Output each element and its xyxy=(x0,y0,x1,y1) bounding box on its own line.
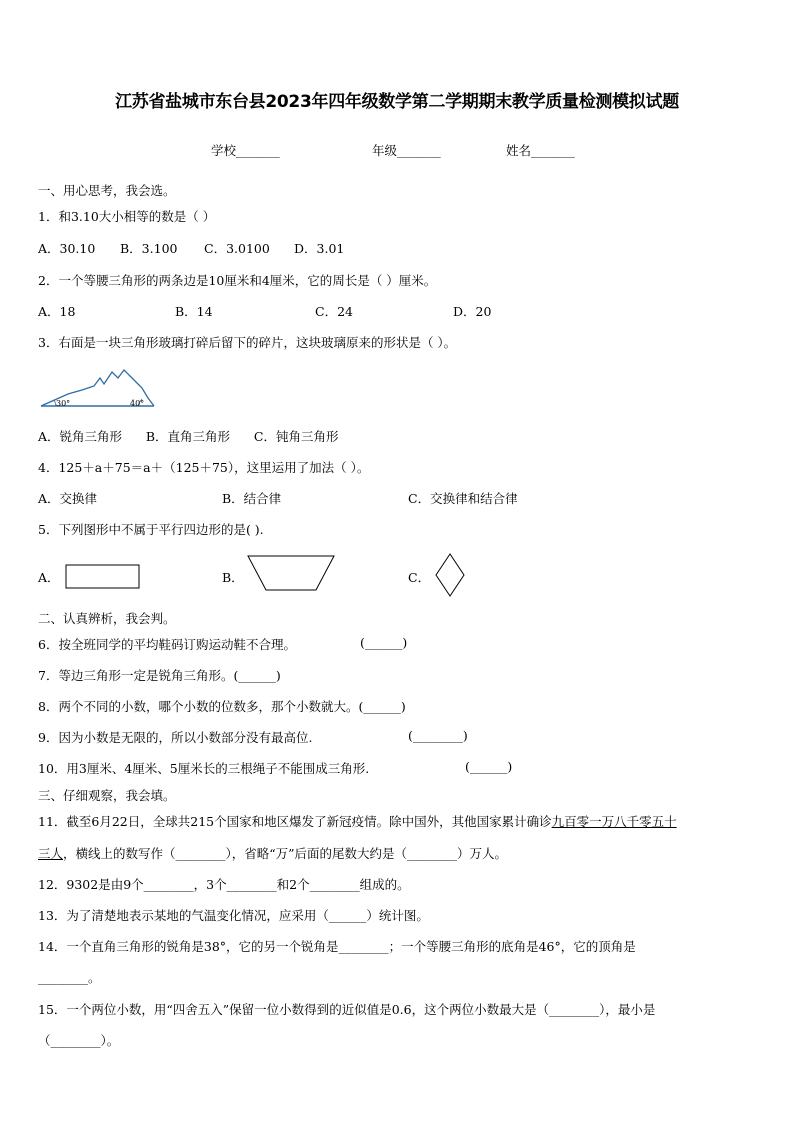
question-14-line1: 14．一个直角三角形的锐角是38°，它的另一个锐角是________；一个等腰三角形的底角是46°，它的顶角是 xyxy=(38,939,636,954)
q2-option-a: A．18 xyxy=(38,304,76,319)
q11-underlined-tail: 三人 xyxy=(38,846,64,861)
page-title: 江苏省盐城市东台县2023年四年级数学第二学期期末教学质量检测模拟试题 xyxy=(115,92,679,112)
q3-options: A．锐角三角形 B．直角三角形 C．钝角三角形 xyxy=(38,429,339,444)
q11-underlined-number: 九百零一万八千零五十 xyxy=(551,814,677,829)
q11-line2-text: ，横线上的数写作（________），省略“万”后面的尾数大约是（________）万人。 xyxy=(63,846,508,861)
question-15-line1: 15．一个两位小数，用“四舍五入”保留一位小数得到的近似值是0.6，这个两位小数最大是（________），最小是 xyxy=(38,1002,656,1017)
q9-blank: (________) xyxy=(408,728,468,743)
q1-option-b: B．3.100 xyxy=(120,241,178,256)
question-7-stem: 7．等边三角形一定是锐角三角形。(______) xyxy=(38,668,281,683)
question-11-line2 xyxy=(38,844,507,862)
angle-40-label: 40° xyxy=(130,399,145,408)
q4-option-b: B．结合律 xyxy=(222,491,282,506)
question-11-line1 xyxy=(38,812,677,830)
name-field: 姓名_______ xyxy=(506,143,575,158)
q2-option-d: D．20 xyxy=(453,304,492,319)
question-8-stem: 8．两个不同的小数，哪个小数的位数多，那个小数就大。(______) xyxy=(38,699,406,714)
q5-option-b: B． xyxy=(222,570,244,585)
rhombus-shape xyxy=(434,552,466,598)
rectangle-shape xyxy=(65,564,141,590)
question-13-stem: 13．为了清楚地表示某地的气温变化情况，应采用（______）统计图。 xyxy=(38,908,429,923)
question-4-stem: 4．125＋a＋75＝a＋（125＋75），这里运用了加法（ ）。 xyxy=(38,460,370,475)
question-15-line2: （________）。 xyxy=(38,1033,120,1048)
q5-option-c: C． xyxy=(408,570,431,585)
question-14-line2: ________。 xyxy=(38,970,101,985)
question-5-stem: 5．下列图形中不属于平行四边形的是( ). xyxy=(38,522,264,537)
q4-option-c: C．交换律和结合律 xyxy=(408,491,518,506)
question-6-stem: 6．按全班同学的平均鞋码订购运动鞋不合理。 xyxy=(38,637,296,652)
question-10-stem: 10．用3厘米、4厘米、5厘米长的三根绳子不能围成三角形. xyxy=(38,761,370,776)
grade-field: 年级_______ xyxy=(372,143,441,158)
q4-option-a: A．交换律 xyxy=(38,491,98,506)
angle-30-label: 30° xyxy=(56,399,71,408)
q5-option-a: A． xyxy=(38,570,60,585)
question-3-stem: 3．右面是一块三角形玻璃打碎后留下的碎片，这块玻璃原来的形状是（ ）。 xyxy=(38,335,457,350)
q6-blank: (______) xyxy=(360,635,408,650)
q2-option-c: C．24 xyxy=(315,304,353,319)
section-heading-choice: 一、用心思考，我会选。 xyxy=(38,183,176,198)
school-field: 学校_______ xyxy=(211,143,280,158)
question-1-stem: 1．和3.10大小相等的数是（ ） xyxy=(38,209,216,224)
section-heading-judge: 二、认真辨析，我会判。 xyxy=(38,611,176,626)
question-9-stem: 9．因为小数是无限的，所以小数部分没有最高位. xyxy=(38,730,313,745)
q1-option-d: D．3.01 xyxy=(294,241,345,256)
q10-blank: (______) xyxy=(465,759,513,774)
question-12-stem: 12．9302是由9个________，3个________和2个________组成的。 xyxy=(38,877,410,892)
q2-option-b: B．14 xyxy=(175,304,213,319)
q1-option-a: A．30.10 xyxy=(38,241,96,256)
q1-option-c: C．3.0100 xyxy=(204,241,270,256)
broken-glass-figure xyxy=(38,366,158,410)
question-2-stem: 2．一个等腰三角形的两条边是10厘米和4厘米，它的周长是（ ）厘米。 xyxy=(38,273,437,288)
section-heading-fill: 三、仔细观察，我会填。 xyxy=(38,788,176,803)
trapezoid-shape xyxy=(246,554,336,592)
q11-text: 11．截至6月22日，全球共215个国家和地区爆发了新冠疫情。除中国外，其他国家累计确诊 xyxy=(38,814,552,829)
